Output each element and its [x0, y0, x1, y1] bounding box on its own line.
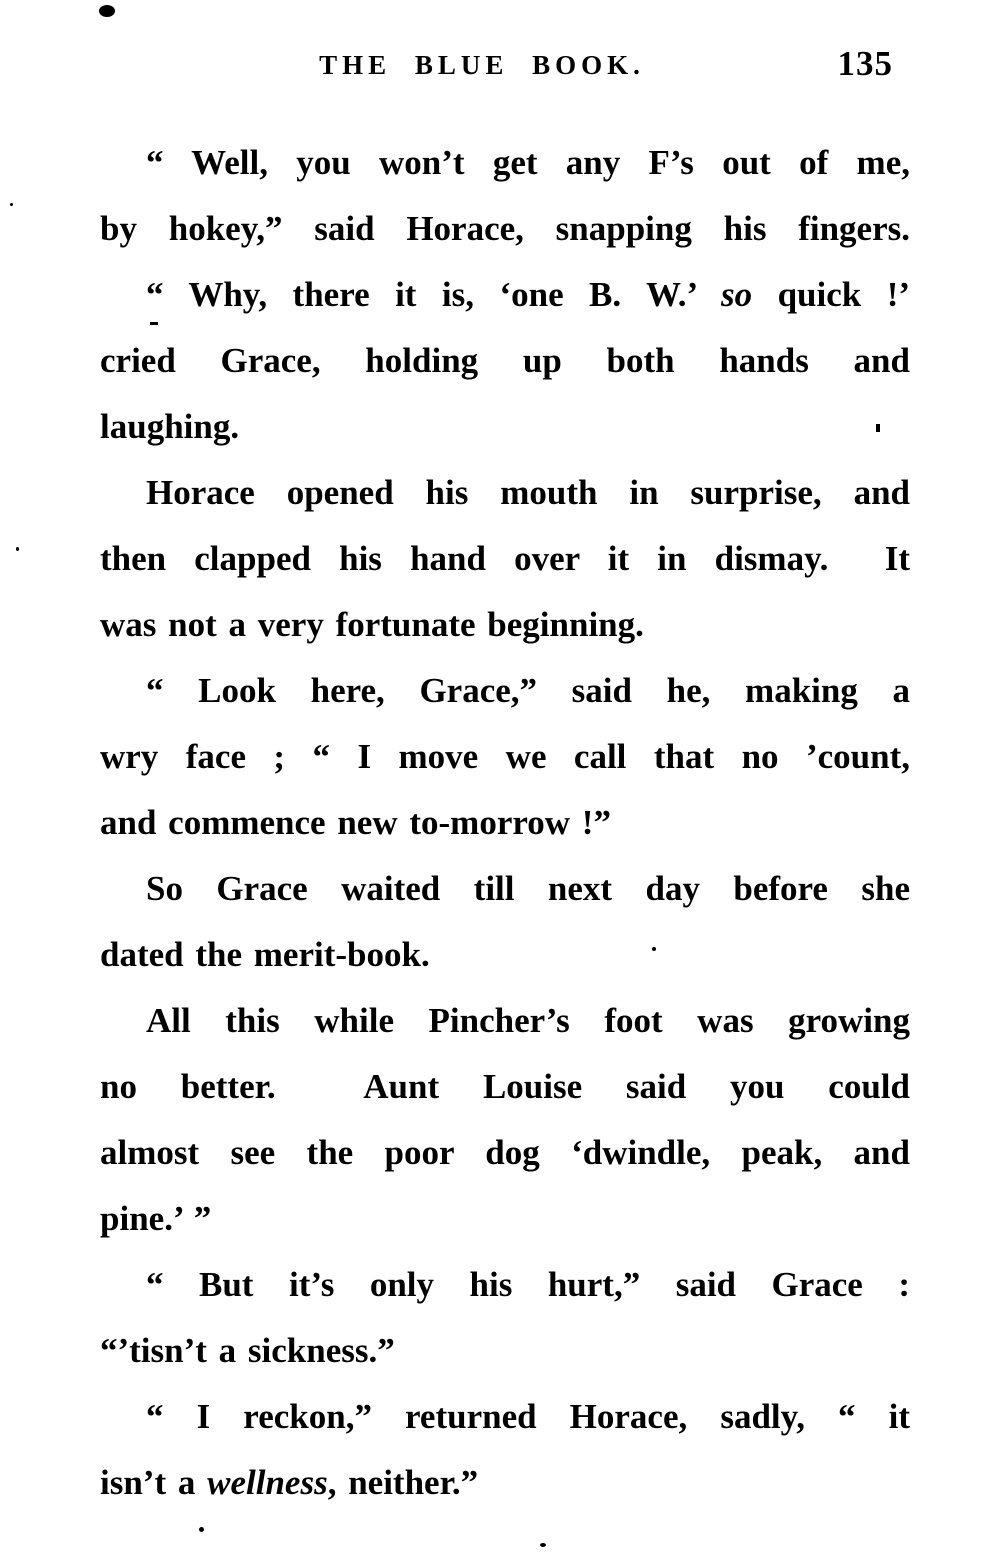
text-segment: , neither.”: [327, 1463, 479, 1502]
text-segment: then clapped his hand over it in dismay. It: [100, 539, 910, 578]
text-line: [100, 1252, 910, 1318]
text-segment: almost see the poor dog ‘dwindle, peak, and: [100, 1133, 910, 1172]
text-line: [100, 1186, 910, 1252]
text-segment: “ Why, there it is, ‘one B. W.’: [146, 275, 722, 314]
text-line: [100, 856, 910, 922]
text-segment: “ I reckon,” returned Horace, sadly, “ it: [146, 1397, 910, 1436]
text-line: [100, 196, 910, 262]
paragraph: [100, 130, 910, 262]
running-header: [0, 42, 992, 92]
text-line: [100, 328, 910, 394]
ink-speck: [540, 1543, 546, 1547]
ink-speck: [16, 547, 19, 551]
text-segment: “ Well, you won’t get any F’s out of me,: [146, 143, 910, 182]
text-segment: quick !’: [752, 275, 910, 314]
page-text: [100, 130, 910, 1516]
text-line: [100, 658, 910, 724]
text-line: [100, 1054, 910, 1120]
ink-speck: [652, 947, 656, 951]
italic-text-segment: so: [721, 275, 753, 314]
text-segment: no better. Aunt Louise said you could: [100, 1067, 910, 1106]
text-line: [100, 988, 910, 1054]
paragraph: [100, 1384, 910, 1516]
text-segment: dated the merit-book.: [100, 935, 430, 974]
text-line: [100, 394, 910, 460]
text-segment: laughing.: [100, 407, 240, 446]
text-segment: pine.’ ”: [100, 1199, 212, 1238]
text-segment: “ But it’s only his hurt,” said Grace :: [146, 1265, 910, 1304]
text-segment: All this while Pincher’s foot was growing: [146, 1001, 910, 1040]
paragraph: [100, 1252, 910, 1384]
text-segment: isn’t a: [100, 1463, 208, 1502]
text-line: [100, 1120, 910, 1186]
text-segment: and commence new to-morrow !”: [100, 803, 611, 842]
text-segment: by hokey,” said Horace, snapping his fingers.: [100, 209, 910, 248]
text-segment: “ Look here, Grace,” said he, making a: [146, 671, 910, 710]
ink-speck: [876, 424, 880, 432]
text-segment: So Grace waited till next day before she: [146, 869, 910, 908]
paragraph: [100, 262, 910, 460]
text-line: [100, 460, 910, 526]
text-line: [100, 592, 910, 658]
text-line: [100, 790, 910, 856]
text-line: [100, 526, 910, 592]
ink-speck: [199, 1527, 204, 1532]
italic-text-segment: wellness: [207, 1463, 328, 1502]
text-segment: wry face ; “ I move we call that no ’count,: [100, 737, 910, 776]
text-segment: Horace opened his mouth in surprise, and: [146, 473, 910, 512]
text-segment: cried Grace, holding up both hands and: [100, 341, 910, 380]
paragraph: [100, 658, 910, 856]
header-title: THE BLUE BOOK.: [319, 50, 645, 80]
paragraph: [100, 988, 910, 1252]
text-segment: “’tisn’t a sickness.”: [100, 1331, 395, 1370]
paragraph: [100, 460, 910, 658]
text-line: [100, 1384, 910, 1450]
text-line: [100, 130, 910, 196]
text-line: [100, 724, 910, 790]
text-line: [100, 1318, 910, 1384]
ink-speck: [150, 322, 158, 325]
text-line: [100, 262, 910, 328]
ink-speck: [99, 5, 115, 17]
paragraph: [100, 856, 910, 988]
page-number: 135: [837, 44, 893, 83]
text-line: [100, 922, 910, 988]
text-segment: was not a very fortunate beginning.: [100, 605, 644, 644]
text-line: [100, 1450, 910, 1516]
ink-speck: [10, 203, 13, 206]
